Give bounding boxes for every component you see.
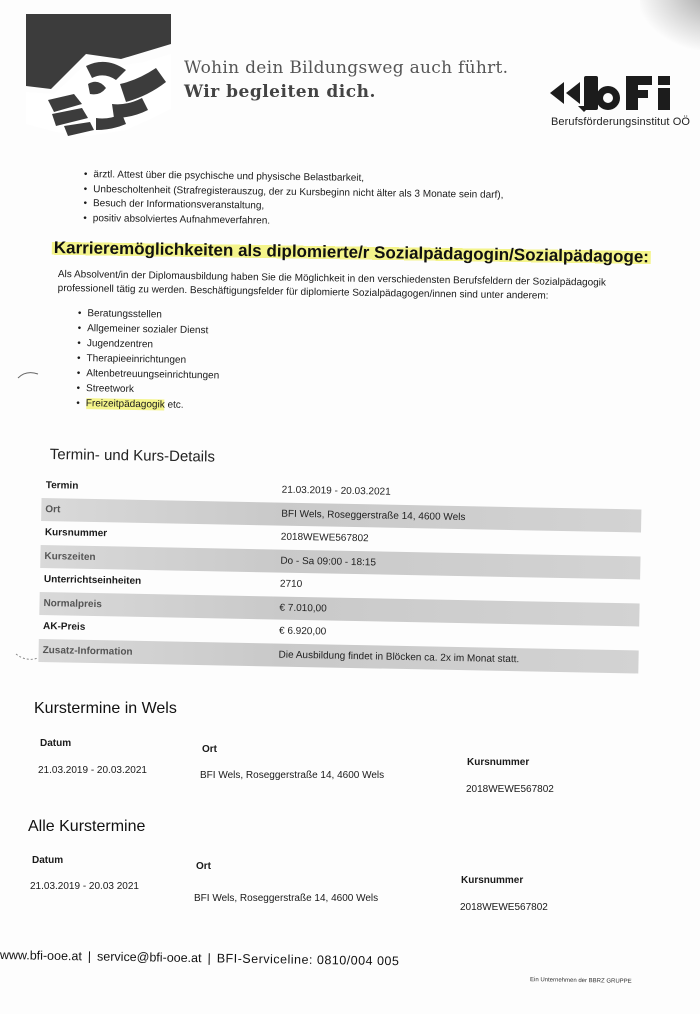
list-item: • Allgemeiner sozialer Dienst (77, 321, 220, 338)
row-value: Die Ausbildung findet in Blöcken ca. 2x im Monat statt. (278, 649, 520, 665)
row-value: 2710 (279, 578, 303, 591)
row-label: Kurszeiten (44, 550, 96, 563)
list-item: • Altenbetreuungseinrichtungen (77, 366, 220, 383)
field-suffix: etc. (164, 399, 184, 411)
column-header-place: Ort (202, 744, 217, 755)
slogan-line-1: Wohin dein Bildungsweg auch führt. (184, 58, 509, 78)
career-intro (58, 268, 678, 306)
column-header-place: Ort (196, 861, 211, 872)
group-note: Ein Unternehmen der BBRZ GRUPPE (529, 977, 632, 985)
slogan-line-2: Wir begleiten dich. (184, 82, 376, 102)
list-item: • Unbescholtenheit (Strafregisterauszug, der zu Kursbeginn nicht älter als 3 Monate sein darf), (84, 182, 504, 202)
bfi-logo-icon (550, 72, 690, 114)
row-label: Normalpreis (43, 597, 102, 610)
row-value: 21.03.2019 - 20.03.2021 (281, 484, 391, 498)
all-section-title: Alle Kurstermine (28, 818, 146, 835)
details-title: Termin- und Kurs-Details (49, 446, 216, 466)
slogan (184, 58, 508, 102)
requirements-list (83, 168, 504, 232)
row-label: Unterrichtseinheiten (43, 574, 142, 588)
column-header-date: Datum (32, 855, 64, 866)
details-table (38, 474, 641, 673)
highlighted-field: Freizeitpädagogik (85, 398, 165, 411)
list-item: • ärztl. Attest über die psychische und physische Belastbarkeit, (84, 168, 504, 188)
table-cell-date: 21.03.2019 - 20.03.2021 (38, 765, 147, 776)
footer-email[interactable]: service@bfi-ooe.at (97, 949, 202, 966)
row-label: AK-Preis (42, 621, 86, 634)
row-label: Zusatz-Information (42, 644, 133, 658)
table-cell-place: BFI Wels, Roseggerstraße 14, 4600 Wels (194, 893, 379, 904)
footer-contact (0, 948, 400, 968)
footer-website[interactable]: www.bfi-ooe.at (0, 948, 82, 964)
row-label: Termin (45, 480, 79, 492)
row-value: 2018WEWE567802 (280, 531, 369, 545)
row-value: BFI Wels, Roseggerstraße 14, 4600 Wels (281, 508, 466, 523)
column-header-number: Kursnummer (461, 875, 524, 886)
list-item: • Therapieeinrichtungen (77, 351, 220, 368)
row-value: Do - Sa 09:00 - 18:15 (280, 555, 377, 569)
scan-corner-shadow (640, 0, 700, 50)
brand-subtitle: Berufsförderungsinstitut OÖ (551, 116, 691, 128)
column-header-date: Datum (40, 738, 72, 749)
intro-line-2: professionell tätig zu werden. Beschäftigungsfelder für diplomierte Sozialpädagogen/innen sind unter anderem: (57, 282, 549, 302)
footer-separator: | (87, 949, 92, 964)
career-heading (52, 238, 651, 267)
row-value: € 7.010,00 (279, 602, 327, 615)
list-item: • Besuch der Informationsveranstaltung, (83, 197, 503, 217)
column-header-number: Kursnummer (467, 757, 530, 768)
career-heading-text: Karrieremöglichkeiten als diplomierte/r Sozialpädagogin/Sozialpädagoge: (53, 238, 650, 267)
intro-line-1: Als Absolvent/in der Diplomausbildung haben Sie die Möglichkeit in den verschiedensten Berufsfeldern der Sozialpädagogik (57, 268, 607, 289)
row-value: € 6.920,00 (278, 625, 327, 638)
table-cell-date: 21.03.2019 - 20.03 2021 (30, 881, 139, 892)
pen-mark (16, 368, 40, 382)
list-item: • positiv absolviertes Aufnahmeverfahren. (83, 211, 503, 231)
list-item: • Jugendzentren (77, 336, 220, 353)
career-fields-list (76, 306, 220, 413)
pen-mark (14, 650, 40, 664)
table-cell-place: BFI Wels, Roseggerstraße 14, 4600 Wels (200, 770, 385, 781)
table-cell-number: 2018WEWE567802 (466, 784, 554, 795)
list-item: • Streetwork (76, 381, 219, 398)
wels-section-title: Kurstermine in Wels (34, 700, 177, 717)
footer-separator: | (207, 951, 211, 966)
list-item (76, 396, 219, 413)
handshake-icon (26, 14, 171, 142)
table-cell-number: 2018WEWE567802 (460, 902, 548, 913)
row-label: Kursnummer (44, 527, 108, 540)
footer-serviceline: BFI-Serviceline: 0810/004 005 (216, 951, 400, 969)
list-item: • Beratungsstellen (78, 306, 221, 323)
row-label: Ort (45, 503, 61, 516)
